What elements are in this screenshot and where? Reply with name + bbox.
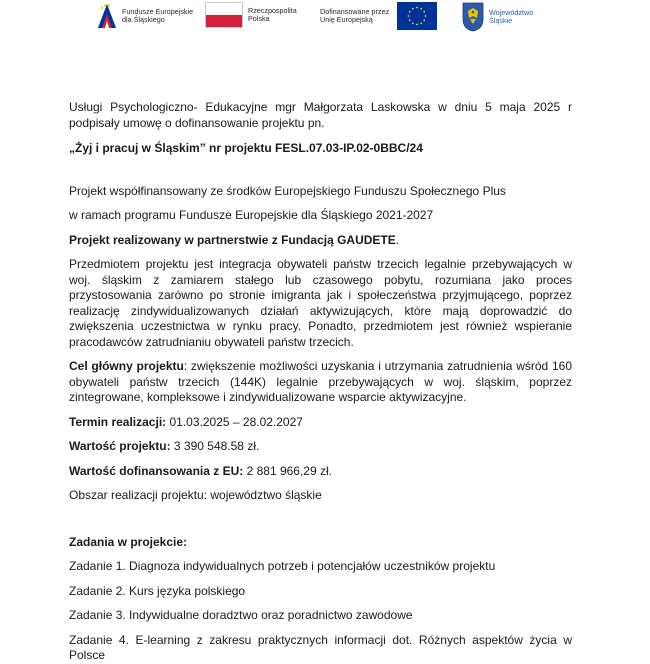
term-label: Termin realizacji:: [69, 414, 167, 429]
goal-label: Cel główny projektu: [69, 359, 184, 373]
cofinancing-label: Wartość dofinansowania z EU:: [69, 463, 244, 478]
funding-line-2: w ramach programu Fundusze Europejskie dla Śląskiego 2021-2027: [69, 208, 434, 222]
term-value: 01.03.2025 – 28.02.2027: [166, 414, 303, 429]
eu-logo-text: Dofinansowane przez Unię Europejską: [320, 6, 390, 24]
eu-logo: [320, 2, 437, 30]
intro-paragraph: Usługi Psychologiczno- Edukacyjne mgr Małgorzata Laskowska w dniu 5 maja 2025 r podpisały umowę o dofinansowanie projektu pn.: [69, 100, 572, 130]
partnership-text: Projekt realizowany w partnerstwie z Fundacją GAUDETE: [69, 232, 396, 247]
task-item-3: Zadanie 3. Indywidualne doradztwo oraz poradnictwo zawodowe: [69, 608, 413, 622]
wojewodztwo-logo-text: Województwo Śląskie: [489, 7, 534, 25]
logo-bar: [0, 0, 650, 40]
wojewodztwo-logo: [462, 2, 533, 32]
polish-flag-icon: [205, 2, 243, 28]
task-item-1: Zadanie 1. Diagnoza indywidualnych potrzeb i potencjałów uczestników projektu: [69, 559, 496, 573]
fundusze-europejskie-logo: [96, 2, 193, 30]
tasks-heading: Zadania w projekcie:: [69, 534, 188, 549]
value-label: Wartość projektu:: [69, 439, 171, 453]
eu-flag-icon: [397, 2, 437, 30]
cofinancing-amount: 2 881 966,29 zł.: [243, 463, 332, 478]
task-item-4: Zadanie 4. E-learning z zakresu praktycznych informacji dot. Różnych aspektów życia w Polsce: [69, 632, 572, 662]
funding-line-1: Projekt współfinansowany ze środków Europejskiego Funduszu Społecznego Plus: [69, 183, 506, 198]
project-subject: Przedmiotem projektu jest integracja obywateli państw trzecich legalnie przebywających w woj. śląskim z zamiarem stałego lub czasowego pobytu, rozumiana jako proces przystosowania zarówno po stronie imigranta jak i społeczeństwa przyjmującego, poprzez realizację zindywidualizowanych działań aktywizujących, które mają doprowadzić do zwiększenia uczestnictwa w rynku pracy. Ponadto, przedmiotem jest również wspieranie pracodawców zatrudnianiu obywateli państw trzecich.: [69, 257, 572, 349]
partnership-statement: [69, 233, 572, 249]
fe-logo-icon: [96, 2, 118, 30]
goal-text: : zwiększenie możliwości uzyskania i utrzymania zatrudnienia wśród 160 obywateli państw trzecich (144K) legalnie przebywających w woj. śląskim, poprzez zintegrowane, kompleksowe i zindywidualizowane wsparcie aktywizacyjne.: [69, 359, 572, 404]
project-goal: [69, 359, 572, 406]
value-amount: 3 390 548.58 zł.: [170, 439, 260, 453]
partnership-dot: .: [395, 232, 400, 247]
rp-logo-text: Rzeczpospolita Polska: [248, 5, 297, 23]
silesia-crest-icon: [462, 2, 484, 32]
cofinancing-line: [69, 464, 572, 480]
task-item-2: Zadanie 2. Kurs języka polskiego: [69, 583, 246, 598]
rzeczpospolita-logo: [205, 2, 297, 28]
project-area: Obszar realizacji projektu: województwo śląskie: [69, 488, 322, 502]
project-name: „Żyj i pracuj w Śląskim” nr projektu FESL.07.03-IP.02-0BBC/24: [69, 141, 423, 155]
value-line: [69, 439, 572, 455]
term-line: [69, 415, 572, 431]
document-body: [69, 100, 572, 664]
fe-logo-text: Fundusze Europejskie dla Śląskiego: [122, 6, 194, 24]
